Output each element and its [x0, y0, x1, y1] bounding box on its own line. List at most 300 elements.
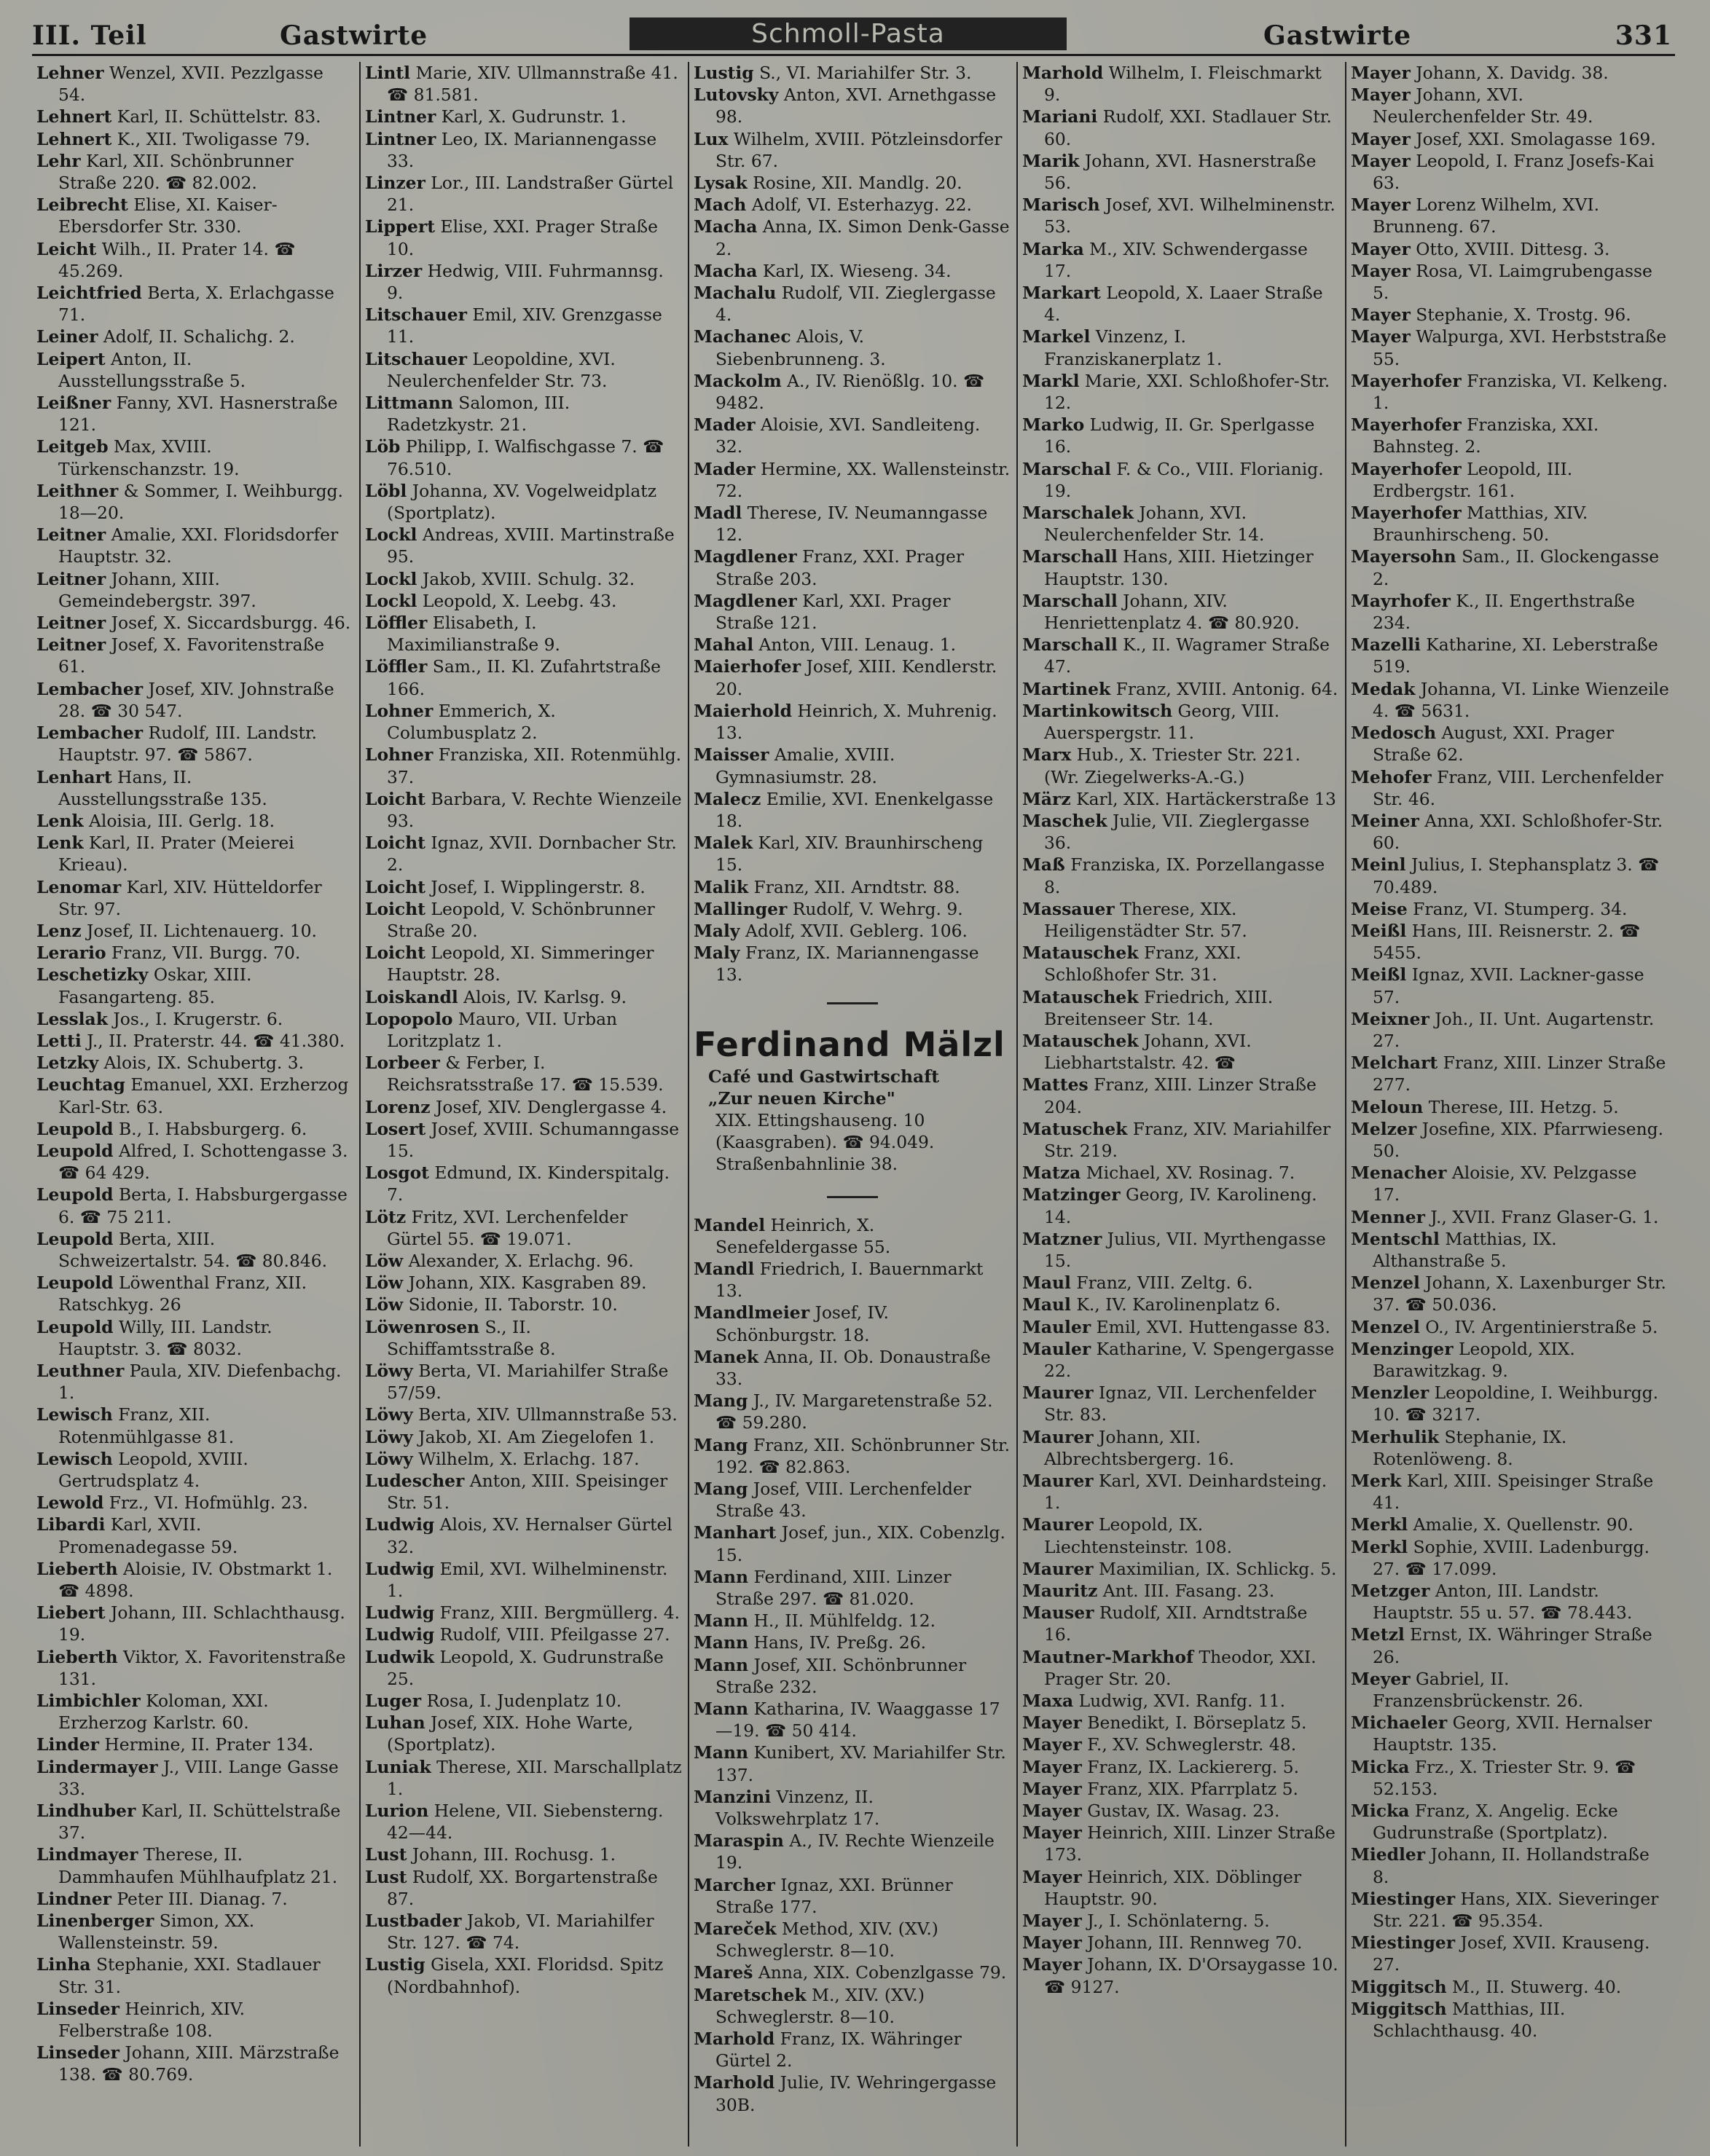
entry-surname: Marschal — [1022, 458, 1111, 479]
entry-details: J., II. Praterstr. 44. ☎ 41.380. — [81, 1030, 345, 1051]
directory-entry — [1022, 1866, 1339, 1910]
directory-entry — [1022, 326, 1339, 369]
entry-surname: Lesslak — [36, 1008, 108, 1029]
entry-surname: Maurer — [1022, 1382, 1094, 1404]
directory-entry — [365, 700, 682, 744]
entry-surname: Lohner — [365, 744, 434, 766]
directory-entry — [1022, 1470, 1339, 1514]
entry-details: Benedikt, I. Börseplatz 5. — [1081, 1712, 1307, 1734]
entry-surname: Lirzer — [365, 260, 423, 281]
directory-entry — [1351, 260, 1669, 304]
directory-entry — [694, 260, 1011, 282]
entry-details: Michael, XV. Rosinag. 7. — [1080, 1162, 1295, 1184]
entry-surname: Löffler — [365, 613, 428, 634]
entry-surname: Linzer — [365, 173, 425, 194]
directory-entry — [694, 656, 1011, 699]
directory-entry — [1022, 898, 1339, 942]
directory-entry — [694, 1632, 1011, 1653]
directory-entry — [365, 436, 682, 479]
entry-surname: Melzer — [1351, 1118, 1417, 1139]
entry-surname: Lehr — [36, 150, 81, 171]
directory-entry — [365, 1426, 682, 1448]
entry-details: Josef, I. Wipplingerstr. 8. — [425, 876, 646, 897]
directory-entry — [1022, 1338, 1339, 1382]
entry-surname: Leibrecht — [36, 194, 128, 216]
directory-entry — [1022, 458, 1339, 502]
entry-details: Franziska, XII. Rotenmühlg. 37. — [387, 744, 682, 787]
directory-entry — [1022, 282, 1339, 326]
entry-surname: Lorbeer — [365, 1053, 440, 1074]
entry-surname: Leitgeb — [36, 436, 109, 457]
entry-surname: Lippert — [365, 216, 436, 237]
entry-surname: Malecz — [694, 788, 761, 809]
directory-entry — [365, 1844, 682, 1865]
entry-details: Elise, XI. Kaiser-Ebersdorfer Str. 330. — [58, 194, 278, 237]
entry-surname: Miggitsch — [1351, 1976, 1447, 1997]
directory-entry — [694, 2072, 1011, 2115]
entry-surname: Mackolm — [694, 370, 782, 391]
entry-details: Frz., X. Triester Str. 9. ☎ 52.153. — [1373, 1756, 1636, 1799]
entry-surname: Maretschek — [694, 1984, 807, 2005]
entry-details: Berta, I. Habsburgergasse 6. ☎ 75 211. — [58, 1184, 348, 1227]
entry-details: Ant. III. Fasang. 23. — [1097, 1581, 1275, 1602]
entry-details: Leopold, V. Schönbrunner Straße 20. — [387, 898, 655, 941]
directory-entry — [36, 1558, 353, 1602]
entry-details: Lorenz Wilhelm, XVI. Brunneng. 67. — [1373, 194, 1600, 237]
entry-surname: Mayerhofer — [1351, 370, 1462, 391]
directory-entry — [1022, 1294, 1339, 1315]
entry-details: Hermine, XX. Wallensteinstr. 72. — [715, 458, 1011, 501]
entry-surname: Limbichler — [36, 1691, 141, 1712]
directory-entry — [1022, 62, 1339, 106]
directory-entry — [365, 590, 682, 612]
entry-surname: Malik — [694, 876, 749, 897]
entry-details: Karl, IX. Wieseng. 34. — [757, 260, 952, 281]
entry-surname: Mentschl — [1351, 1228, 1440, 1249]
entry-surname: Leuthner — [36, 1360, 125, 1381]
directory-entry — [36, 876, 353, 920]
entry-surname: Lustbader — [365, 1911, 462, 1932]
directory-entry — [365, 480, 682, 524]
entry-details: Johann, II. Hollandstraße 8. — [1373, 1844, 1650, 1887]
entry-details: Julius, VII. Myrthengasse 15. — [1044, 1228, 1326, 1271]
entry-details: Josefine, XIX. Pfarrwieseng. 50. — [1373, 1118, 1664, 1161]
directory-entry — [1022, 1162, 1339, 1184]
entry-details: Mauro, VII. Urban Loritzplatz 1. — [387, 1008, 618, 1051]
entry-details: Stephanie, X. Trostg. 96. — [1410, 304, 1631, 326]
entry-details: Josef, XIII. Kendlerstr. 20. — [715, 656, 997, 699]
page-number: 331 — [1615, 20, 1672, 51]
directory-entry — [1351, 1316, 1669, 1338]
entry-details: Hub., X. Triester Str. 221. (Wr. Ziegelwerks-A.-G.) — [1044, 744, 1301, 787]
entry-surname: Maierhold — [694, 700, 792, 721]
entry-surname: Mayerhofer — [1351, 503, 1462, 524]
directory-entry — [1351, 1228, 1669, 1272]
entry-surname: Löwenrosen — [365, 1316, 480, 1337]
entry-details: Johann, XIV. Henriettenplatz 4. ☎ 80.920. — [1044, 590, 1300, 634]
directory-entry — [1351, 502, 1669, 546]
entry-details: Josef, VIII. Lerchenfelder Straße 43. — [715, 1478, 971, 1522]
directory-entry — [694, 1786, 1011, 1830]
directory-entry — [1022, 502, 1339, 546]
entry-details: K., II. Wagramer Straße 47. — [1044, 634, 1330, 677]
directory-entry — [365, 1272, 682, 1294]
entry-surname: Letzky — [36, 1053, 99, 1074]
entry-details: Aloisie, XVI. Sandleiteng. 32. — [715, 414, 981, 457]
entry-details: M., II. Stuwerg. 40. — [1446, 1976, 1622, 1997]
entry-surname: Mayer — [1351, 194, 1411, 216]
entry-surname: Löwy — [365, 1360, 413, 1381]
directory-entry — [694, 744, 1011, 787]
entry-details: Franz, IX. Währinger Gürtel 2. — [715, 2029, 962, 2072]
directory-entry — [694, 1962, 1011, 1983]
entry-details: Franz, XIII. Linzer Straße 204. — [1044, 1074, 1317, 1117]
entry-details: Hans, III. Reisnerstr. 2. ☎ 5455. — [1373, 920, 1641, 964]
entry-details: Julie, IV. Wehringergasse 30B. — [715, 2072, 997, 2115]
entry-details: Ludwig, XVI. Ranfg. 11. — [1073, 1691, 1286, 1712]
directory-entry — [1351, 1272, 1669, 1315]
entry-details: Anton, VIII. Lenaug. 1. — [753, 634, 957, 656]
entry-details: Karl, II. Prater (Meierei Krieau). — [58, 833, 294, 876]
entry-surname: Mang — [694, 1434, 748, 1455]
directory-entry — [694, 1698, 1011, 1742]
directory-entry — [36, 480, 353, 524]
entry-surname: Leupold — [36, 1316, 114, 1337]
directory-entry — [1022, 1228, 1339, 1272]
entry-details: Josef, XIV. Johnstraße 28. ☎ 30 547. — [58, 678, 334, 721]
entry-surname: Linseder — [36, 2042, 119, 2063]
entry-details: Koloman, XXI. Erzherzog Karlstr. 60. — [58, 1691, 269, 1734]
directory-entry — [1351, 458, 1669, 502]
directory-entry — [694, 1874, 1011, 1918]
directory-entry — [1022, 1580, 1339, 1602]
entry-surname: Mandlmeier — [694, 1302, 810, 1323]
entry-details: Rudolf, V. Wehrg. 9. — [787, 898, 963, 919]
entry-surname: Meyer — [1351, 1668, 1411, 1689]
directory-entry — [365, 1690, 682, 1712]
entry-details: Heinrich, X. Muhrenig. 13. — [715, 700, 997, 744]
page-header — [32, 16, 1675, 56]
entry-details: Kunibert, XV. Mariahilfer Str. 137. — [715, 1742, 1006, 1785]
entry-details: Adolf, XVII. Geblerg. 106. — [740, 920, 968, 941]
directory-entry — [365, 1052, 682, 1095]
entry-surname: Mader — [694, 414, 756, 436]
entry-details: Gisela, XXI. Floridsd. Spitz (Nordbahnhof). — [387, 1954, 664, 1997]
entry-surname: Mareš — [694, 1962, 753, 1983]
entry-details: Sam., II. Kl. Zufahrtstraße 166. — [387, 656, 662, 699]
entry-surname: Mareček — [694, 1919, 777, 1940]
entry-surname: Mayer — [1022, 1756, 1082, 1777]
entry-details: & Sommer, I. Weihburgg. 18—20. — [58, 480, 343, 524]
directory-entry — [36, 348, 353, 392]
column-4 — [1018, 62, 1346, 2147]
directory-entry — [694, 1830, 1011, 1873]
entry-details: A., IV. Rechte Wienzeile 19. — [715, 1830, 995, 1873]
entry-details: Johann, XVI. Neulerchenfelder Str. 49. — [1373, 84, 1593, 127]
entry-surname: Lembacher — [36, 723, 144, 744]
entry-surname: Matauschek — [1022, 986, 1139, 1007]
directory-entry — [365, 1294, 682, 1315]
entry-details: Alois, IX. Schubertg. 3. — [98, 1053, 305, 1074]
directory-entry — [365, 986, 682, 1008]
entry-surname: Mader — [694, 458, 756, 479]
entry-surname: Marschall — [1022, 546, 1118, 567]
directory-entry — [36, 634, 353, 677]
directory-entry — [1351, 128, 1669, 150]
directory-entry — [365, 1866, 682, 1910]
entry-details: Andreas, XVIII. Martinstraße 95. — [387, 524, 675, 567]
entry-surname: Lustig — [365, 1954, 425, 1975]
entry-details: Alexander, X. Erlachg. 96. — [403, 1250, 634, 1271]
directory-entry — [36, 568, 353, 612]
entry-details: J., VIII. Lange Gasse 33. — [58, 1756, 339, 1799]
entry-details: Heinrich, XIV. Felberstraße 108. — [58, 1998, 246, 2042]
directory-entry — [1351, 1888, 1669, 1932]
entry-surname: Mayer — [1351, 63, 1411, 83]
directory-entry — [36, 1800, 353, 1844]
directory-entry — [365, 1008, 682, 1052]
entry-details: Helene, VII. Siebensterng. 42—44. — [387, 1801, 664, 1844]
entry-details: Johann, XII. Albrechtsbergerg. 16. — [1044, 1426, 1234, 1469]
entry-surname: Mann — [694, 1632, 749, 1653]
entry-details: H., II. Mühlfeldg. 12. — [748, 1610, 936, 1632]
directory-entry — [694, 458, 1011, 502]
entry-details: Jakob, XI. Am Ziegelofen 1. — [412, 1426, 655, 1447]
entry-details: Rudolf, VIII. Pfeilgasse 27. — [434, 1624, 670, 1645]
entry-details: Leopold, XVIII. Gertrudsplatz 4. — [58, 1448, 248, 1491]
directory-entry — [694, 1522, 1011, 1565]
directory-entry — [1022, 238, 1339, 282]
directory-entry — [36, 150, 353, 194]
entry-details: Peter III. Dianag. 7. — [111, 1888, 288, 1909]
entry-details: Lor., III. Landstraßer Gürtel 21. — [387, 173, 674, 216]
directory-entry — [1351, 854, 1669, 897]
entry-surname: Mayer — [1022, 1778, 1082, 1799]
directory-entry — [365, 788, 682, 832]
entry-surname: Markl — [1022, 370, 1080, 391]
directory-entry — [365, 1910, 682, 1954]
entry-surname: Luger — [365, 1691, 422, 1712]
entry-surname: Martinek — [1022, 678, 1111, 699]
directory-entry — [1351, 1470, 1669, 1514]
entry-details: Ignaz, XVII. Lackner-gasse 57. — [1373, 964, 1644, 1007]
directory-entry — [694, 1566, 1011, 1610]
entry-surname: Littmann — [365, 393, 453, 414]
entry-surname: Loicht — [365, 898, 425, 919]
entry-details: Amalie, XXI. Floridsdorfer Hauptstr. 32. — [58, 524, 339, 567]
directory-entry — [36, 62, 353, 106]
entry-surname: Ludwig — [365, 1558, 435, 1579]
entry-details: Gabriel, II. Franzensbrückenstr. 26. — [1373, 1668, 1584, 1712]
entry-surname: Maul — [1022, 1272, 1071, 1294]
entry-surname: Lysak — [694, 173, 748, 194]
entry-surname: Mayer — [1351, 326, 1411, 347]
entry-details: Wilh., II. Prater 14. ☎ 45.269. — [58, 238, 296, 281]
entry-details: Georg, VIII. Auerspergstr. 11. — [1044, 700, 1280, 744]
entry-details: Karl, XIV. Hütteldorfer Str. 97. — [58, 876, 322, 919]
directory-entry — [365, 612, 682, 656]
entry-surname: Medosch — [1351, 723, 1437, 744]
entry-surname: Leuchtag — [36, 1074, 125, 1095]
entry-surname: Meise — [1351, 898, 1408, 919]
entry-details: Franz, XIII. Linzer Straße 277. — [1373, 1053, 1666, 1095]
entry-details: & Ferber, I. Reichsratsstraße 17. ☎ 15.539. — [387, 1053, 664, 1095]
entry-details: Vinzenz, I. Franziskanerplatz 1. — [1044, 326, 1223, 369]
entry-details: Karl, XII. Schönbrunner Straße 220. ☎ 82.002. — [58, 150, 294, 194]
entry-details: Alois, V. Siebenbrunneng. 3. — [715, 326, 886, 369]
directory-entry — [1351, 304, 1669, 326]
column-2 — [361, 62, 689, 2147]
directory-entry — [36, 1140, 353, 1184]
entry-details: Vinzenz, II. Volkswehrplatz 17. — [715, 1786, 880, 1830]
entry-details: O., IV. Argentinierstraße 5. — [1419, 1316, 1658, 1337]
entry-surname: Lenk — [36, 810, 84, 831]
entry-details: Viktor, X. Favoritenstraße 131. — [58, 1646, 346, 1689]
entry-surname: Miedler — [1351, 1844, 1426, 1865]
entry-details: Heinrich, X. Senefeldergasse 55. — [715, 1214, 891, 1257]
entry-surname: Lenk — [36, 833, 84, 854]
entry-details: Johann, XVI. Hasnerstraße 56. — [1044, 150, 1317, 194]
entry-details: M., XIV. Schwendergasse 17. — [1044, 238, 1308, 281]
directory-entry — [365, 1404, 682, 1425]
entry-details: Franz, XII. Schönbrunner Str. 192. ☎ 82.863. — [715, 1434, 1011, 1477]
entry-surname: Lorenz — [365, 1096, 431, 1117]
entry-surname: Letti — [36, 1030, 82, 1051]
entry-details: Marie, XIV. Ullmannstraße 41. ☎ 81.581. — [387, 63, 678, 106]
entry-details: Ignaz, XXI. Brünner Straße 177. — [715, 1874, 953, 1917]
entry-surname: Meixner — [1351, 1008, 1429, 1029]
entry-surname: Lenz — [36, 920, 82, 941]
entry-surname: Lindmayer — [36, 1844, 138, 1865]
entry-details: Elise, XXI. Prager Straße 10. — [387, 216, 658, 259]
entry-surname: Merhulik — [1351, 1426, 1440, 1447]
entry-surname: Liebert — [36, 1602, 106, 1624]
entry-surname: Linder — [36, 1734, 99, 1755]
entry-surname: Loicht — [365, 788, 425, 809]
directory-entry — [36, 1910, 353, 1954]
entry-details: Josef, X. Siccardsburgg. 46. — [106, 613, 351, 634]
entry-surname: Lux — [694, 128, 729, 149]
entry-surname: Leitner — [36, 613, 106, 634]
directory-entry — [36, 1734, 353, 1755]
entry-surname: Lintner — [365, 106, 436, 127]
entry-details: Johann, XVI. Liebhartstalstr. 42. ☎ — [1044, 1030, 1252, 1074]
entry-surname: Lust — [365, 1866, 407, 1887]
entry-surname: Marschalek — [1022, 503, 1134, 524]
entry-details: Berta, VI. Mariahilfer Straße 57/59. — [387, 1360, 669, 1404]
directory-entry — [36, 436, 353, 479]
directory-entry — [365, 62, 682, 106]
entry-details: Anton, III. Landstr. Hauptstr. 55 u. 57. ☎ 78.443. — [1373, 1581, 1633, 1624]
entry-surname: Mayer — [1022, 1734, 1082, 1755]
directory-entry — [1351, 678, 1669, 722]
entry-details: S., VI. Mariahilfer Str. 3. — [753, 63, 972, 83]
entry-details: Franziska, IX. Porzellangasse 8. — [1044, 854, 1325, 897]
entry-details: Anna, XIX. Cobenzlgasse 79. — [753, 1962, 1007, 1983]
directory-entry — [36, 1030, 353, 1052]
entry-details: Karl, II. Schüttelstr. 83. — [111, 106, 321, 127]
directory-entry — [36, 1602, 353, 1645]
directory-entry — [694, 1742, 1011, 1785]
directory-entry — [694, 216, 1011, 259]
entry-details: Elisabeth, I. Maximilianstraße 9. — [387, 613, 560, 656]
entry-surname: Leitner — [36, 634, 106, 656]
entry-details: Anton, II. Ausstellungsstraße 5. — [58, 348, 246, 391]
advertisement-business-name: „Zur neuen Kirche" — [708, 1087, 895, 1109]
directory-entry — [36, 524, 353, 567]
entry-surname: Ludwig — [365, 1514, 435, 1535]
directory-entry — [365, 876, 682, 898]
entry-surname: Matza — [1022, 1162, 1081, 1184]
entry-details: Rudolf, XII. Arndtstraße 16. — [1044, 1602, 1308, 1645]
entry-details: Johann, XIII. Märzstraße 138. ☎ 80.769. — [58, 2042, 340, 2085]
entry-surname: Mayer — [1351, 150, 1411, 171]
entry-details: Franz, VI. Stumperg. 34. — [1407, 898, 1628, 919]
entry-surname: Mayer — [1351, 238, 1411, 259]
entry-details: Marie, XXI. Schloßhofer-Str. 12. — [1044, 370, 1330, 414]
entry-details: Franz, XIII. Bergmüllerg. 4. — [434, 1602, 681, 1624]
directory-entry — [36, 1646, 353, 1690]
directory-entry — [1351, 1514, 1669, 1535]
directory-entry — [36, 810, 353, 832]
entry-details: Franz, XIX. Pfarrplatz 5. — [1081, 1778, 1298, 1799]
directory-entry — [1351, 62, 1669, 84]
directory-entry — [36, 1514, 353, 1557]
directory-entry — [1022, 700, 1339, 744]
entry-details: Franz, VII. Burgg. 70. — [106, 943, 301, 964]
directory-entry — [1022, 194, 1339, 237]
entry-details: Johann, III. Rennweg 70. — [1081, 1932, 1303, 1954]
entry-surname: Losert — [365, 1118, 426, 1139]
entry-surname: Metzger — [1351, 1581, 1430, 1602]
directory-entry — [694, 1390, 1011, 1433]
entry-surname: Lockl — [365, 524, 417, 546]
entry-details: Johanna, VI. Linke Wienzeile 4. ☎ 5631. — [1373, 678, 1669, 721]
entry-surname: Mehofer — [1351, 766, 1432, 787]
entry-details: Josef, XIX. Hohe Warte, (Sportplatz). — [387, 1712, 634, 1755]
entry-details: J., XVII. Franz Glaser-G. 1. — [1425, 1206, 1659, 1227]
entry-details: Ignaz, XVII. Dornbacher Str. 2. — [387, 833, 677, 876]
directory-entry — [36, 1888, 353, 1910]
directory-entry — [365, 348, 682, 392]
entry-surname: Mann — [694, 1610, 749, 1632]
entry-surname: Maurer — [1022, 1471, 1094, 1491]
entry-details: Stephanie, IX. Rotenlöweng. 8. — [1373, 1426, 1567, 1469]
entry-surname: Mazelli — [1351, 634, 1421, 656]
entry-surname: Merkl — [1351, 1536, 1408, 1557]
entry-surname: Litschauer — [365, 304, 467, 326]
directory-entry — [1351, 1536, 1669, 1580]
entry-details: Amalie, XVIII. Gymnasiumstr. 28. — [715, 744, 895, 787]
entry-details: Johann, IX. D'Orsaygasse 10. ☎ 9127. — [1044, 1954, 1338, 1997]
entry-surname: Marschall — [1022, 590, 1118, 611]
entry-surname: Mayer — [1351, 128, 1411, 149]
entry-surname: Mallinger — [694, 898, 788, 919]
directory-entry — [36, 128, 353, 150]
directory-entry — [694, 172, 1011, 194]
directory-entry — [1351, 326, 1669, 369]
entry-surname: Lintner — [365, 128, 436, 149]
entry-details: Julie, VII. Zieglergasse 36. — [1044, 810, 1310, 854]
entry-surname: Marcher — [694, 1874, 775, 1895]
entry-surname: Loicht — [365, 943, 425, 964]
directory-entry — [36, 1228, 353, 1272]
directory-entry — [1022, 678, 1339, 700]
directory-entry — [1022, 1800, 1339, 1822]
entry-details: Josef, IV. Schönburgstr. 18. — [715, 1302, 889, 1345]
entry-details: Franz, XXI. Prager Straße 203. — [715, 546, 965, 589]
entry-surname: Matzinger — [1022, 1184, 1121, 1205]
